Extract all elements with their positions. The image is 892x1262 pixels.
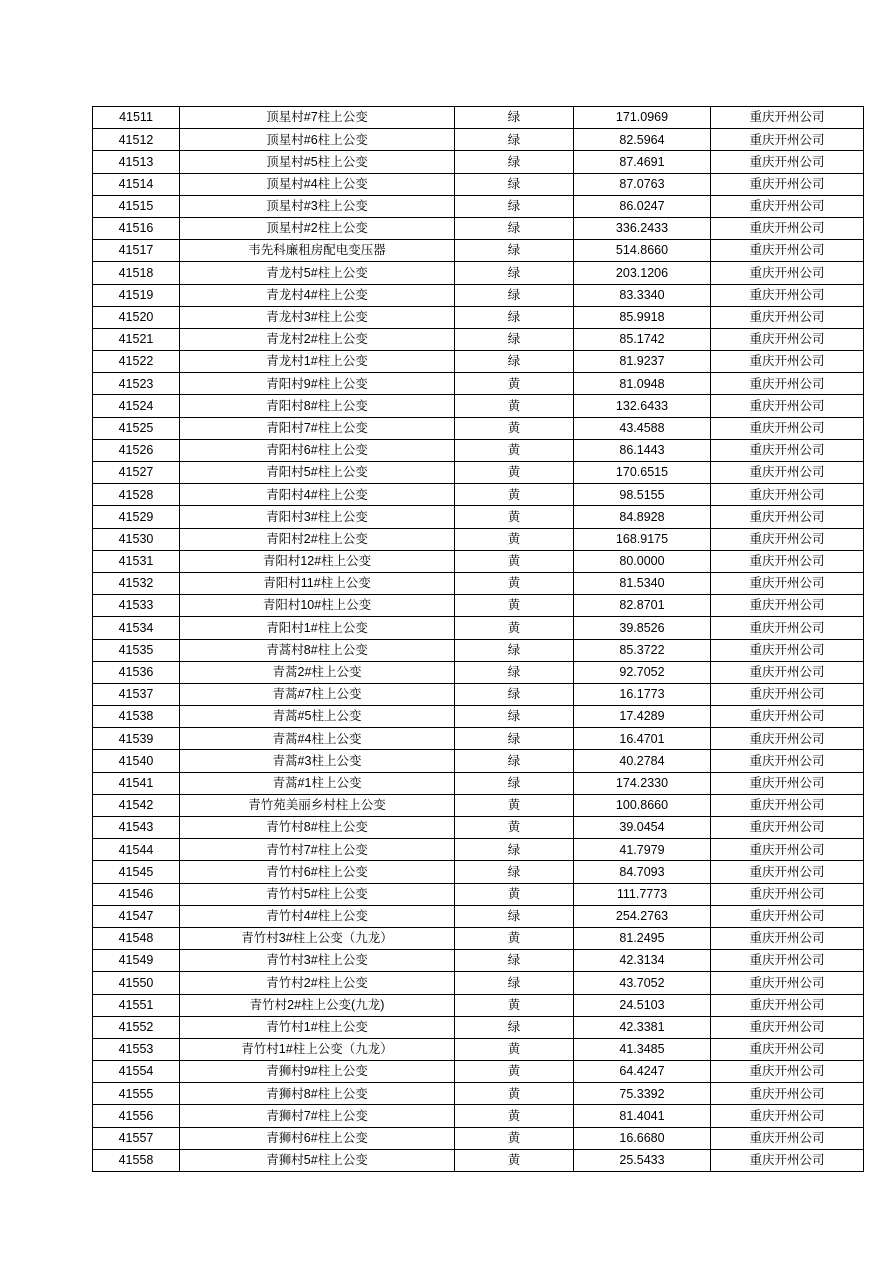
cell-company: 重庆开州公司 — [711, 839, 864, 861]
cell-id: 41514 — [93, 173, 180, 195]
cell-color: 绿 — [455, 262, 574, 284]
cell-value: 86.1443 — [574, 439, 711, 461]
cell-value: 43.4588 — [574, 417, 711, 439]
cell-name: 青蒿2#柱上公变 — [180, 661, 455, 683]
cell-company: 重庆开州公司 — [711, 328, 864, 350]
cell-company: 重庆开州公司 — [711, 417, 864, 439]
cell-name: 青蒿#7柱上公变 — [180, 683, 455, 705]
transformer-data-table — [92, 106, 864, 1172]
cell-color: 黄 — [455, 1061, 574, 1083]
cell-company: 重庆开州公司 — [711, 639, 864, 661]
table-row — [93, 1016, 864, 1038]
cell-id: 41555 — [93, 1083, 180, 1105]
cell-name: 青竹村5#柱上公变 — [180, 883, 455, 905]
data-table-container — [92, 106, 825, 1172]
cell-id: 41541 — [93, 772, 180, 794]
cell-value: 92.7052 — [574, 661, 711, 683]
cell-value: 41.3485 — [574, 1038, 711, 1060]
cell-color: 绿 — [455, 861, 574, 883]
cell-color: 黄 — [455, 617, 574, 639]
cell-color: 绿 — [455, 950, 574, 972]
cell-value: 25.5433 — [574, 1149, 711, 1171]
cell-value: 82.8701 — [574, 595, 711, 617]
cell-value: 16.4701 — [574, 728, 711, 750]
cell-company: 重庆开州公司 — [711, 883, 864, 905]
cell-company: 重庆开州公司 — [711, 1061, 864, 1083]
cell-value: 85.1742 — [574, 328, 711, 350]
cell-company: 重庆开州公司 — [711, 772, 864, 794]
cell-name: 青竹村3#柱上公变（九龙） — [180, 927, 455, 949]
cell-company: 重庆开州公司 — [711, 750, 864, 772]
cell-id: 41543 — [93, 817, 180, 839]
cell-id: 41518 — [93, 262, 180, 284]
cell-name: 青阳村4#柱上公变 — [180, 484, 455, 506]
cell-color: 绿 — [455, 306, 574, 328]
table-row — [93, 528, 864, 550]
cell-company: 重庆开州公司 — [711, 617, 864, 639]
cell-id: 41523 — [93, 373, 180, 395]
cell-company: 重庆开州公司 — [711, 550, 864, 572]
cell-name: 顶星村#5柱上公变 — [180, 151, 455, 173]
cell-name: 青竹苑美丽乡村柱上公变 — [180, 794, 455, 816]
cell-value: 81.9237 — [574, 351, 711, 373]
cell-name: 青龙村5#柱上公变 — [180, 262, 455, 284]
cell-value: 82.5964 — [574, 129, 711, 151]
cell-company: 重庆开州公司 — [711, 107, 864, 129]
cell-id: 41526 — [93, 439, 180, 461]
cell-name: 顶星村#7柱上公变 — [180, 107, 455, 129]
cell-color: 黄 — [455, 1127, 574, 1149]
cell-id: 41544 — [93, 839, 180, 861]
cell-color: 绿 — [455, 328, 574, 350]
cell-id: 41513 — [93, 151, 180, 173]
cell-value: 42.3134 — [574, 950, 711, 972]
table-row — [93, 750, 864, 772]
cell-company: 重庆开州公司 — [711, 595, 864, 617]
cell-id: 41516 — [93, 217, 180, 239]
cell-id: 41530 — [93, 528, 180, 550]
cell-name: 青竹村2#柱上公变 — [180, 972, 455, 994]
table-row — [93, 484, 864, 506]
cell-id: 41515 — [93, 195, 180, 217]
cell-company: 重庆开州公司 — [711, 706, 864, 728]
cell-company: 重庆开州公司 — [711, 1016, 864, 1038]
cell-color: 绿 — [455, 107, 574, 129]
cell-company: 重庆开州公司 — [711, 129, 864, 151]
cell-id: 41548 — [93, 927, 180, 949]
cell-id: 41538 — [93, 706, 180, 728]
cell-company: 重庆开州公司 — [711, 173, 864, 195]
cell-company: 重庆开州公司 — [711, 195, 864, 217]
cell-value: 81.5340 — [574, 572, 711, 594]
cell-company: 重庆开州公司 — [711, 484, 864, 506]
cell-color: 黄 — [455, 417, 574, 439]
cell-value: 17.4289 — [574, 706, 711, 728]
table-row — [93, 1149, 864, 1171]
cell-name: 青竹村7#柱上公变 — [180, 839, 455, 861]
table-row — [93, 373, 864, 395]
cell-id: 41520 — [93, 306, 180, 328]
cell-value: 514.8660 — [574, 240, 711, 262]
cell-color: 黄 — [455, 1038, 574, 1060]
cell-color: 黄 — [455, 395, 574, 417]
cell-value: 100.8660 — [574, 794, 711, 816]
cell-id: 41551 — [93, 994, 180, 1016]
cell-value: 87.0763 — [574, 173, 711, 195]
cell-value: 16.6680 — [574, 1127, 711, 1149]
cell-id: 41527 — [93, 462, 180, 484]
cell-color: 绿 — [455, 972, 574, 994]
cell-name: 青阳村5#柱上公变 — [180, 462, 455, 484]
cell-company: 重庆开州公司 — [711, 905, 864, 927]
cell-company: 重庆开州公司 — [711, 927, 864, 949]
table-row — [93, 506, 864, 528]
cell-color: 绿 — [455, 217, 574, 239]
cell-name: 青龙村4#柱上公变 — [180, 284, 455, 306]
cell-value: 174.2330 — [574, 772, 711, 794]
cell-value: 85.3722 — [574, 639, 711, 661]
cell-name: 青阳村10#柱上公变 — [180, 595, 455, 617]
cell-value: 42.3381 — [574, 1016, 711, 1038]
cell-name: 青竹村3#柱上公变 — [180, 950, 455, 972]
cell-name: 青狮村7#柱上公变 — [180, 1105, 455, 1127]
cell-color: 黄 — [455, 484, 574, 506]
table-row — [93, 1083, 864, 1105]
cell-name: 青龙村3#柱上公变 — [180, 306, 455, 328]
cell-name: 顶星村#6柱上公变 — [180, 129, 455, 151]
cell-color: 绿 — [455, 1016, 574, 1038]
cell-id: 41553 — [93, 1038, 180, 1060]
cell-id: 41528 — [93, 484, 180, 506]
cell-company: 重庆开州公司 — [711, 1127, 864, 1149]
cell-color: 绿 — [455, 905, 574, 927]
cell-color: 绿 — [455, 661, 574, 683]
cell-name: 青蒿#3柱上公变 — [180, 750, 455, 772]
table-row — [93, 839, 864, 861]
cell-company: 重庆开州公司 — [711, 462, 864, 484]
cell-id: 41512 — [93, 129, 180, 151]
cell-value: 84.7093 — [574, 861, 711, 883]
cell-id: 41524 — [93, 395, 180, 417]
cell-company: 重庆开州公司 — [711, 683, 864, 705]
cell-value: 336.2433 — [574, 217, 711, 239]
table-row — [93, 706, 864, 728]
cell-color: 黄 — [455, 506, 574, 528]
table-row — [93, 351, 864, 373]
table-row — [93, 1105, 864, 1127]
cell-id: 41546 — [93, 883, 180, 905]
cell-company: 重庆开州公司 — [711, 306, 864, 328]
cell-company: 重庆开州公司 — [711, 1083, 864, 1105]
table-row — [93, 994, 864, 1016]
cell-name: 青竹村8#柱上公变 — [180, 817, 455, 839]
cell-value: 64.4247 — [574, 1061, 711, 1083]
cell-color: 黄 — [455, 994, 574, 1016]
cell-company: 重庆开州公司 — [711, 240, 864, 262]
cell-color: 绿 — [455, 195, 574, 217]
cell-id: 41519 — [93, 284, 180, 306]
table-row — [93, 328, 864, 350]
cell-company: 重庆开州公司 — [711, 794, 864, 816]
cell-name: 青竹村4#柱上公变 — [180, 905, 455, 927]
cell-name: 青竹村6#柱上公变 — [180, 861, 455, 883]
table-body — [93, 107, 864, 1172]
cell-color: 绿 — [455, 772, 574, 794]
cell-color: 绿 — [455, 750, 574, 772]
cell-company: 重庆开州公司 — [711, 373, 864, 395]
cell-value: 81.2495 — [574, 927, 711, 949]
cell-color: 黄 — [455, 528, 574, 550]
cell-color: 绿 — [455, 683, 574, 705]
cell-name: 青竹村1#柱上公变（九龙） — [180, 1038, 455, 1060]
cell-value: 81.4041 — [574, 1105, 711, 1127]
cell-name: 青阳村6#柱上公变 — [180, 439, 455, 461]
cell-id: 41532 — [93, 572, 180, 594]
cell-id: 41540 — [93, 750, 180, 772]
cell-id: 41537 — [93, 683, 180, 705]
table-row — [93, 595, 864, 617]
table-row — [93, 306, 864, 328]
cell-company: 重庆开州公司 — [711, 572, 864, 594]
cell-value: 171.0969 — [574, 107, 711, 129]
cell-name: 青蒿#5柱上公变 — [180, 706, 455, 728]
cell-value: 111.7773 — [574, 883, 711, 905]
cell-id: 41558 — [93, 1149, 180, 1171]
cell-name: 青龙村2#柱上公变 — [180, 328, 455, 350]
cell-color: 黄 — [455, 1083, 574, 1105]
cell-company: 重庆开州公司 — [711, 395, 864, 417]
cell-color: 黄 — [455, 462, 574, 484]
table-row — [93, 284, 864, 306]
table-row — [93, 462, 864, 484]
cell-company: 重庆开州公司 — [711, 1105, 864, 1127]
cell-name: 青阳村12#柱上公变 — [180, 550, 455, 572]
cell-id: 41536 — [93, 661, 180, 683]
cell-company: 重庆开州公司 — [711, 217, 864, 239]
cell-color: 绿 — [455, 351, 574, 373]
table-row — [93, 861, 864, 883]
cell-name: 青竹村2#柱上公变(九龙) — [180, 994, 455, 1016]
cell-id: 41535 — [93, 639, 180, 661]
cell-name: 青阳村11#柱上公变 — [180, 572, 455, 594]
cell-id: 41547 — [93, 905, 180, 927]
cell-value: 170.6515 — [574, 462, 711, 484]
cell-value: 16.1773 — [574, 683, 711, 705]
cell-company: 重庆开州公司 — [711, 284, 864, 306]
cell-color: 绿 — [455, 173, 574, 195]
cell-value: 24.5103 — [574, 994, 711, 1016]
table-row — [93, 728, 864, 750]
cell-id: 41552 — [93, 1016, 180, 1038]
cell-id: 41556 — [93, 1105, 180, 1127]
cell-value: 80.0000 — [574, 550, 711, 572]
table-row — [93, 107, 864, 129]
table-row — [93, 817, 864, 839]
table-row — [93, 439, 864, 461]
cell-color: 黄 — [455, 373, 574, 395]
table-row — [93, 617, 864, 639]
cell-color: 绿 — [455, 284, 574, 306]
cell-color: 绿 — [455, 639, 574, 661]
cell-name: 青阳村1#柱上公变 — [180, 617, 455, 639]
cell-value: 84.8928 — [574, 506, 711, 528]
cell-name: 青狮村9#柱上公变 — [180, 1061, 455, 1083]
cell-value: 87.4691 — [574, 151, 711, 173]
cell-name: 青龙村1#柱上公变 — [180, 351, 455, 373]
cell-value: 254.2763 — [574, 905, 711, 927]
cell-name: 顶星村#4柱上公变 — [180, 173, 455, 195]
cell-company: 重庆开州公司 — [711, 351, 864, 373]
cell-value: 132.6433 — [574, 395, 711, 417]
cell-company: 重庆开州公司 — [711, 972, 864, 994]
cell-value: 43.7052 — [574, 972, 711, 994]
cell-company: 重庆开州公司 — [711, 728, 864, 750]
table-row — [93, 639, 864, 661]
cell-color: 绿 — [455, 151, 574, 173]
table-row — [93, 794, 864, 816]
cell-color: 黄 — [455, 439, 574, 461]
cell-value: 83.3340 — [574, 284, 711, 306]
table-row — [93, 550, 864, 572]
cell-company: 重庆开州公司 — [711, 1149, 864, 1171]
cell-id: 41531 — [93, 550, 180, 572]
cell-company: 重庆开州公司 — [711, 661, 864, 683]
cell-id: 41534 — [93, 617, 180, 639]
cell-id: 41511 — [93, 107, 180, 129]
cell-name: 青阳村9#柱上公变 — [180, 373, 455, 395]
cell-value: 39.0454 — [574, 817, 711, 839]
cell-value: 40.2784 — [574, 750, 711, 772]
cell-color: 绿 — [455, 728, 574, 750]
table-row — [93, 151, 864, 173]
cell-color: 绿 — [455, 839, 574, 861]
cell-id: 41554 — [93, 1061, 180, 1083]
cell-id: 41542 — [93, 794, 180, 816]
cell-id: 41529 — [93, 506, 180, 528]
cell-name: 青阳村3#柱上公变 — [180, 506, 455, 528]
cell-value: 41.7979 — [574, 839, 711, 861]
cell-value: 98.5155 — [574, 484, 711, 506]
cell-name: 青狮村6#柱上公变 — [180, 1127, 455, 1149]
cell-company: 重庆开州公司 — [711, 506, 864, 528]
table-row — [93, 683, 864, 705]
cell-color: 黄 — [455, 794, 574, 816]
cell-id: 41557 — [93, 1127, 180, 1149]
cell-color: 绿 — [455, 129, 574, 151]
cell-color: 黄 — [455, 927, 574, 949]
cell-name: 青蒿#1柱上公变 — [180, 772, 455, 794]
table-row — [93, 395, 864, 417]
cell-value: 85.9918 — [574, 306, 711, 328]
cell-name: 青蒿村8#柱上公变 — [180, 639, 455, 661]
table-row — [93, 905, 864, 927]
cell-id: 41517 — [93, 240, 180, 262]
cell-value: 168.9175 — [574, 528, 711, 550]
cell-id: 41545 — [93, 861, 180, 883]
cell-name: 青阳村8#柱上公变 — [180, 395, 455, 417]
table-row — [93, 972, 864, 994]
cell-name: 青狮村8#柱上公变 — [180, 1083, 455, 1105]
table-row — [93, 195, 864, 217]
cell-id: 41539 — [93, 728, 180, 750]
cell-name: 顶星村#2柱上公变 — [180, 217, 455, 239]
cell-color: 黄 — [455, 883, 574, 905]
cell-name: 顶星村#3柱上公变 — [180, 195, 455, 217]
cell-color: 黄 — [455, 572, 574, 594]
cell-value: 75.3392 — [574, 1083, 711, 1105]
cell-color: 绿 — [455, 240, 574, 262]
table-row — [93, 262, 864, 284]
cell-company: 重庆开州公司 — [711, 994, 864, 1016]
cell-id: 41549 — [93, 950, 180, 972]
table-row — [93, 950, 864, 972]
cell-name: 青竹村1#柱上公变 — [180, 1016, 455, 1038]
cell-color: 黄 — [455, 817, 574, 839]
cell-value: 39.8526 — [574, 617, 711, 639]
table-row — [93, 1127, 864, 1149]
table-row — [93, 883, 864, 905]
cell-company: 重庆开州公司 — [711, 1038, 864, 1060]
cell-company: 重庆开州公司 — [711, 950, 864, 972]
cell-company: 重庆开州公司 — [711, 817, 864, 839]
table-row — [93, 661, 864, 683]
cell-color: 黄 — [455, 595, 574, 617]
cell-name: 韦先科廉租房配电变压器 — [180, 240, 455, 262]
cell-value: 86.0247 — [574, 195, 711, 217]
cell-name: 青阳村2#柱上公变 — [180, 528, 455, 550]
cell-id: 41522 — [93, 351, 180, 373]
table-row — [93, 927, 864, 949]
cell-company: 重庆开州公司 — [711, 262, 864, 284]
cell-name: 青阳村7#柱上公变 — [180, 417, 455, 439]
cell-color: 黄 — [455, 1149, 574, 1171]
cell-id: 41550 — [93, 972, 180, 994]
cell-company: 重庆开州公司 — [711, 151, 864, 173]
table-row — [93, 240, 864, 262]
cell-value: 203.1206 — [574, 262, 711, 284]
table-row — [93, 772, 864, 794]
cell-color: 绿 — [455, 706, 574, 728]
table-row — [93, 173, 864, 195]
cell-id: 41521 — [93, 328, 180, 350]
cell-color: 黄 — [455, 1105, 574, 1127]
table-row — [93, 1061, 864, 1083]
cell-name: 青蒿#4柱上公变 — [180, 728, 455, 750]
cell-company: 重庆开州公司 — [711, 861, 864, 883]
cell-name: 青狮村5#柱上公变 — [180, 1149, 455, 1171]
cell-id: 41533 — [93, 595, 180, 617]
cell-company: 重庆开州公司 — [711, 528, 864, 550]
table-row — [93, 129, 864, 151]
table-row — [93, 572, 864, 594]
table-row — [93, 1038, 864, 1060]
cell-company: 重庆开州公司 — [711, 439, 864, 461]
cell-id: 41525 — [93, 417, 180, 439]
table-row — [93, 217, 864, 239]
cell-color: 黄 — [455, 550, 574, 572]
cell-value: 81.0948 — [574, 373, 711, 395]
table-row — [93, 417, 864, 439]
